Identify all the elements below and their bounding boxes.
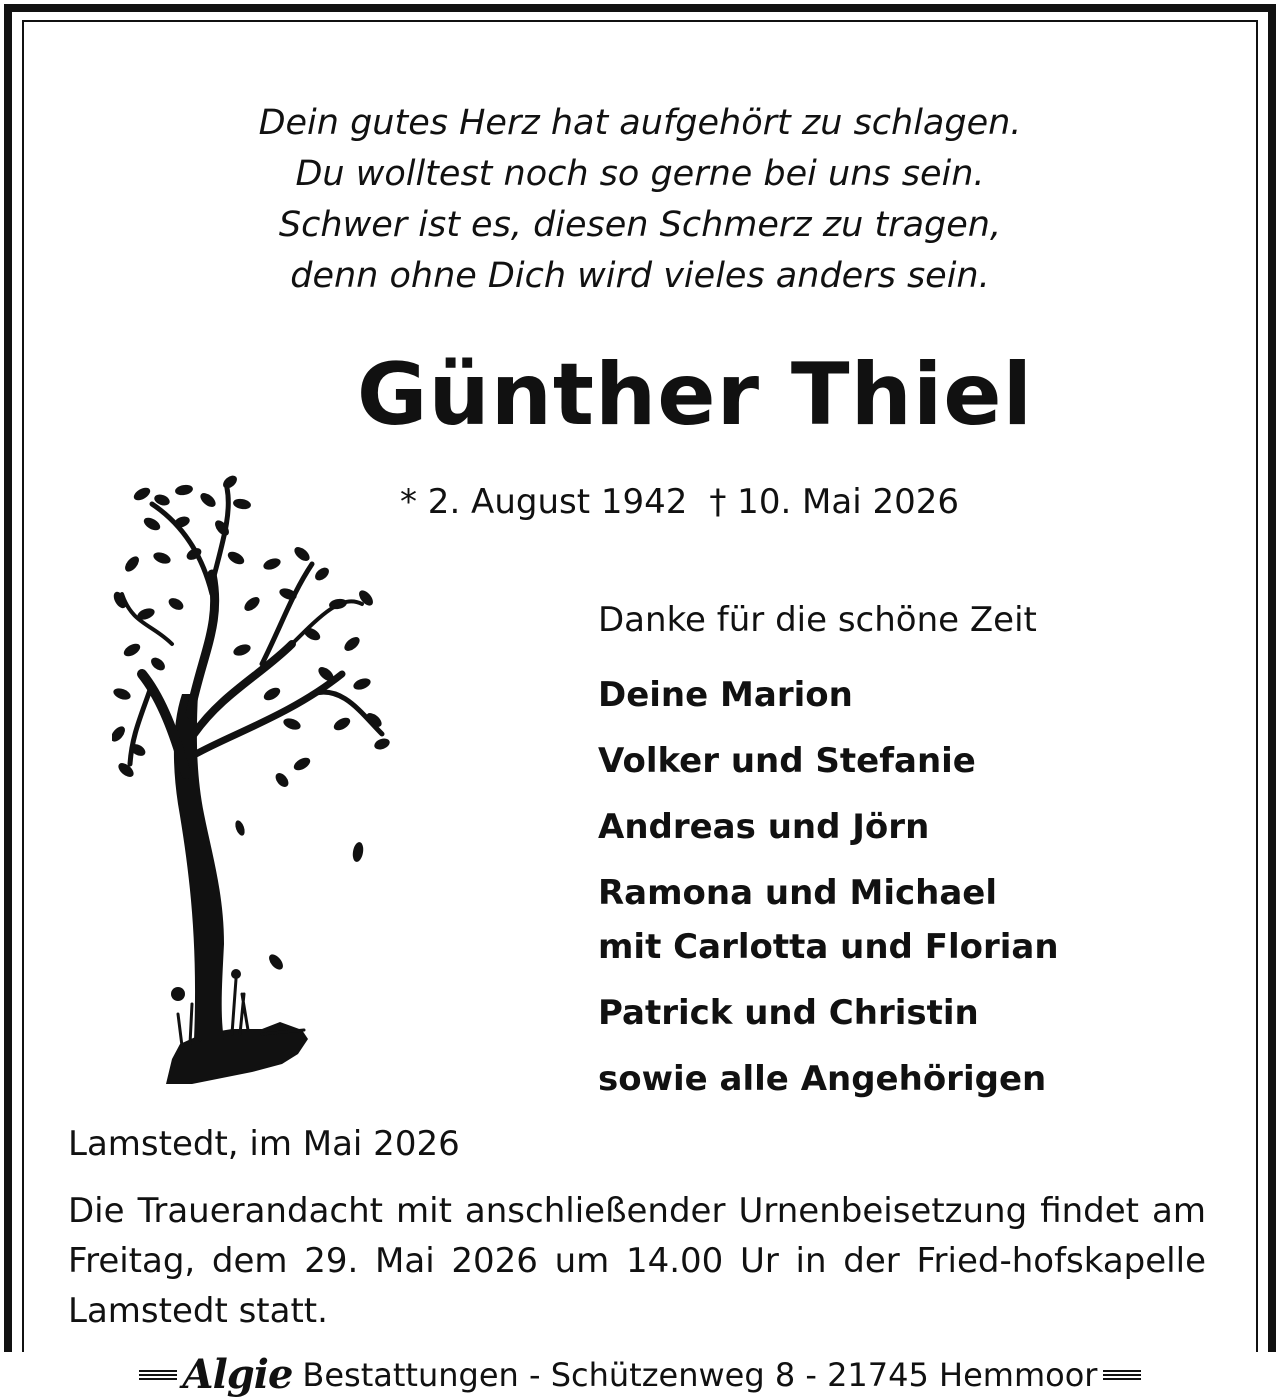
footer-rule-left <box>139 1370 177 1380</box>
service-notice: Die Trauerandacht mit anschließender Urnenbeisetzung findet am Freitag, dem 29. Mai 2026 um 14.00 Ur in der Fried-hofskapelle Lamstedt statt. <box>68 1191 1206 1331</box>
mourner: Patrick und Christin <box>598 993 979 1033</box>
place-date: Lamstedt, im Mai 2026 <box>68 1124 460 1164</box>
mourner: sowie alle Angehörigen <box>598 1059 1047 1099</box>
poem-line: Du wolltest noch so gerne bei uns sein. <box>295 154 985 194</box>
life-dates <box>400 478 1000 526</box>
poem-line: Schwer ist es, diesen Schmerz zu tragen, <box>278 205 1002 245</box>
tree-silhouette-icon <box>112 474 412 1090</box>
funeral-home-address: Bestattungen - Schützenweg 8 - 21745 Hemmoor <box>302 1356 1098 1394</box>
deceased-name: Günther Thiel <box>356 345 1034 445</box>
mourner: Andreas und Jörn <box>598 807 930 847</box>
birth-date: * 2. August 1942 <box>400 482 688 522</box>
death-date: † 10. Mai 2026 <box>709 482 960 522</box>
poem <box>0 98 1280 302</box>
poem-line: denn ohne Dich wird vieles anders sein. <box>290 256 990 296</box>
thanks-line: Danke für die schöne Zeit <box>598 600 1037 640</box>
funeral-home-logo: Algie <box>182 1351 293 1398</box>
mourners-list <box>598 668 1218 1118</box>
mourner: Deine Marion <box>598 675 853 715</box>
mourner: Ramona und Michael mit Carlotta und Florian <box>598 873 1059 967</box>
poem-line: Dein gutes Herz hat aufgehört zu schlagen. <box>258 103 1022 143</box>
mourner: Volker und Stefanie <box>598 741 976 781</box>
footer <box>0 1352 1280 1398</box>
footer-rule-right <box>1103 1370 1141 1380</box>
